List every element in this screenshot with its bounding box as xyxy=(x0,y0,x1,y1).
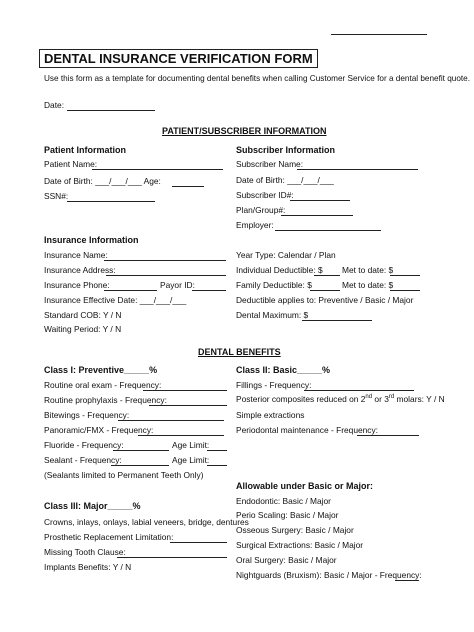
standard-cob-label: Standard COB: Y / N xyxy=(44,310,122,320)
sealant-age-label: Age Limit: xyxy=(172,455,210,465)
deductible-applies-label: Deductible applies to: Preventive / Basic / Major xyxy=(236,295,414,305)
subscriber-id-label: Subscriber ID#: xyxy=(236,190,294,200)
insurance-info-heading: Insurance Information xyxy=(44,235,139,245)
periodontal-maintenance-label: Periodontal maintenance - Frequency: xyxy=(236,425,378,435)
panoramic-field[interactable] xyxy=(138,435,224,436)
sealants-note: (Sealants limited to Permanent Teeth Only) xyxy=(44,470,204,480)
insurance-address-field[interactable] xyxy=(106,275,226,276)
allowable-heading: Allowable under Basic or Major: xyxy=(236,481,374,491)
payor-id-label: Payor ID: xyxy=(160,280,195,290)
fluoride-age-label: Age Limit: xyxy=(172,440,210,450)
fluoride-age-field[interactable] xyxy=(207,450,227,451)
posterior-text-a: Posterior composites reduced on 2 xyxy=(236,394,366,404)
posterior-sup-2: rd xyxy=(388,394,395,401)
date-field[interactable] xyxy=(67,110,155,111)
ssn-label: SSN#: xyxy=(44,191,69,201)
employer-label: Employer: xyxy=(236,220,274,230)
subscriber-name-field[interactable] xyxy=(297,169,418,170)
bitewings-label: Bitewings - Frequency: xyxy=(44,410,130,420)
subscriber-info-heading: Subscriber Information xyxy=(236,145,336,155)
nightguards-field[interactable] xyxy=(395,580,419,581)
class-1-heading: Class I: Preventive_____% xyxy=(44,365,158,375)
routine-oral-exam-field[interactable] xyxy=(143,390,227,391)
simple-extractions-label: Simple extractions xyxy=(236,410,305,420)
patient-info-heading: Patient Information xyxy=(44,145,127,155)
routine-prophylaxis-field[interactable] xyxy=(149,405,227,406)
dental-maximum-label: Dental Maximum: $ xyxy=(236,310,309,320)
family-deductible-field[interactable] xyxy=(310,290,340,291)
individual-deductible-label: Individual Deductible: $ xyxy=(236,265,323,275)
insurance-phone-label: Insurance Phone: xyxy=(44,280,110,290)
bitewings-field[interactable] xyxy=(118,420,224,421)
met-to-date-1-field[interactable] xyxy=(390,275,420,276)
effective-date-label: Insurance Effective Date: ___/___/___ xyxy=(44,295,187,305)
class-3-heading: Class III: Major_____% xyxy=(44,501,141,511)
patient-dob-label: Date of Birth: ___/___/___ Age: xyxy=(44,176,161,186)
subscriber-dob-label: Date of Birth: ___/___/___ xyxy=(236,175,334,185)
posterior-sup-1: nd xyxy=(365,394,373,401)
insurance-name-label: Insurance Name: xyxy=(44,250,108,260)
oral-surgery-label: Oral Surgery: Basic / Major xyxy=(236,555,337,565)
sealant-label: Sealant - Frequency: xyxy=(44,455,122,465)
plan-group-label: Plan/Group#: xyxy=(236,205,286,215)
family-deductible-label: Family Deductible: $ xyxy=(236,280,312,290)
sealant-age-field[interactable] xyxy=(207,465,227,466)
individual-deductible-field[interactable] xyxy=(314,275,340,276)
section-heading-patient-subscriber: PATIENT/SUBSCRIBER INFORMATION xyxy=(162,126,327,136)
routine-prophylaxis-label: Routine prophylaxis - Frequency: xyxy=(44,395,167,405)
subscriber-name-label: Subscriber Name: xyxy=(236,159,304,169)
panoramic-label: Panoramic/FMX - Frequency: xyxy=(44,425,154,435)
year-type-label: Year Type: Calendar / Plan xyxy=(236,250,336,260)
fluoride-label: Fluoride - Frequency: xyxy=(44,440,124,450)
fluoride-frequency-field[interactable] xyxy=(113,450,169,451)
nightguards-label: Nightguards (Bruxism): Basic / Major - Frequency: xyxy=(236,570,422,580)
form-title: DENTAL INSURANCE VERIFICATION FORM xyxy=(39,49,318,68)
insurance-name-field[interactable] xyxy=(104,260,226,261)
periodontal-maintenance-field[interactable] xyxy=(357,435,419,436)
posterior-text-b: or 3 xyxy=(372,394,389,404)
class-2-heading: Class II: Basic_____% xyxy=(236,365,331,375)
crowns-label: Crowns, inlays, onlays, labial veneers, bridge, dentures xyxy=(44,517,249,527)
sealant-frequency-field[interactable] xyxy=(111,465,169,466)
plan-group-field[interactable] xyxy=(281,215,353,216)
met-to-date-1-label: Met to date: $ xyxy=(342,265,394,275)
met-to-date-2-label: Met to date: $ xyxy=(342,280,394,290)
insurance-address-label: Insurance Address: xyxy=(44,265,116,275)
waiting-period-label: Waiting Period: Y / N xyxy=(44,324,122,334)
prosthetic-field[interactable] xyxy=(170,542,227,543)
date-label: Date: xyxy=(44,100,65,110)
employer-field[interactable] xyxy=(275,230,381,231)
insurance-phone-field[interactable] xyxy=(104,290,157,291)
top-right-rule xyxy=(331,34,427,35)
routine-oral-exam-label: Routine oral exam - Frequency: xyxy=(44,380,162,390)
surgical-extractions-label: Surgical Extractions: Basic / Major xyxy=(236,540,364,550)
section-heading-dental-benefits: DENTAL BENEFITS xyxy=(198,347,281,357)
subscriber-id-field[interactable] xyxy=(290,200,350,201)
dental-maximum-field[interactable] xyxy=(302,320,372,321)
missing-tooth-field[interactable] xyxy=(117,557,227,558)
endodontic-label: Endodontic: Basic / Major xyxy=(236,496,331,506)
ssn-field[interactable] xyxy=(67,201,155,202)
implants-label: Implants Benefits: Y / N xyxy=(44,562,132,572)
patient-age-field[interactable] xyxy=(172,186,204,187)
patient-name-label: Patient Name: xyxy=(44,159,98,169)
posterior-text-c: molars: Y / N xyxy=(394,394,445,404)
missing-tooth-label: Missing Tooth Clause: xyxy=(44,547,126,557)
posterior-composites-label xyxy=(236,394,445,405)
payor-id-field[interactable] xyxy=(192,290,226,291)
perio-scaling-label: Perio Scaling: Basic / Major xyxy=(236,510,339,520)
osseous-surgery-label: Osseous Surgery: Basic / Major xyxy=(236,525,354,535)
met-to-date-2-field[interactable] xyxy=(390,290,420,291)
prosthetic-label: Prosthetic Replacement Limitation: xyxy=(44,532,174,542)
patient-name-field[interactable] xyxy=(92,169,223,170)
fillings-field[interactable] xyxy=(304,390,414,391)
fillings-label: Fillings - Frequency: xyxy=(236,380,312,390)
form-intro: Use this form as a template for documenting dental benefits when calling Customer Service for a dental benefit quote. xyxy=(44,74,470,83)
